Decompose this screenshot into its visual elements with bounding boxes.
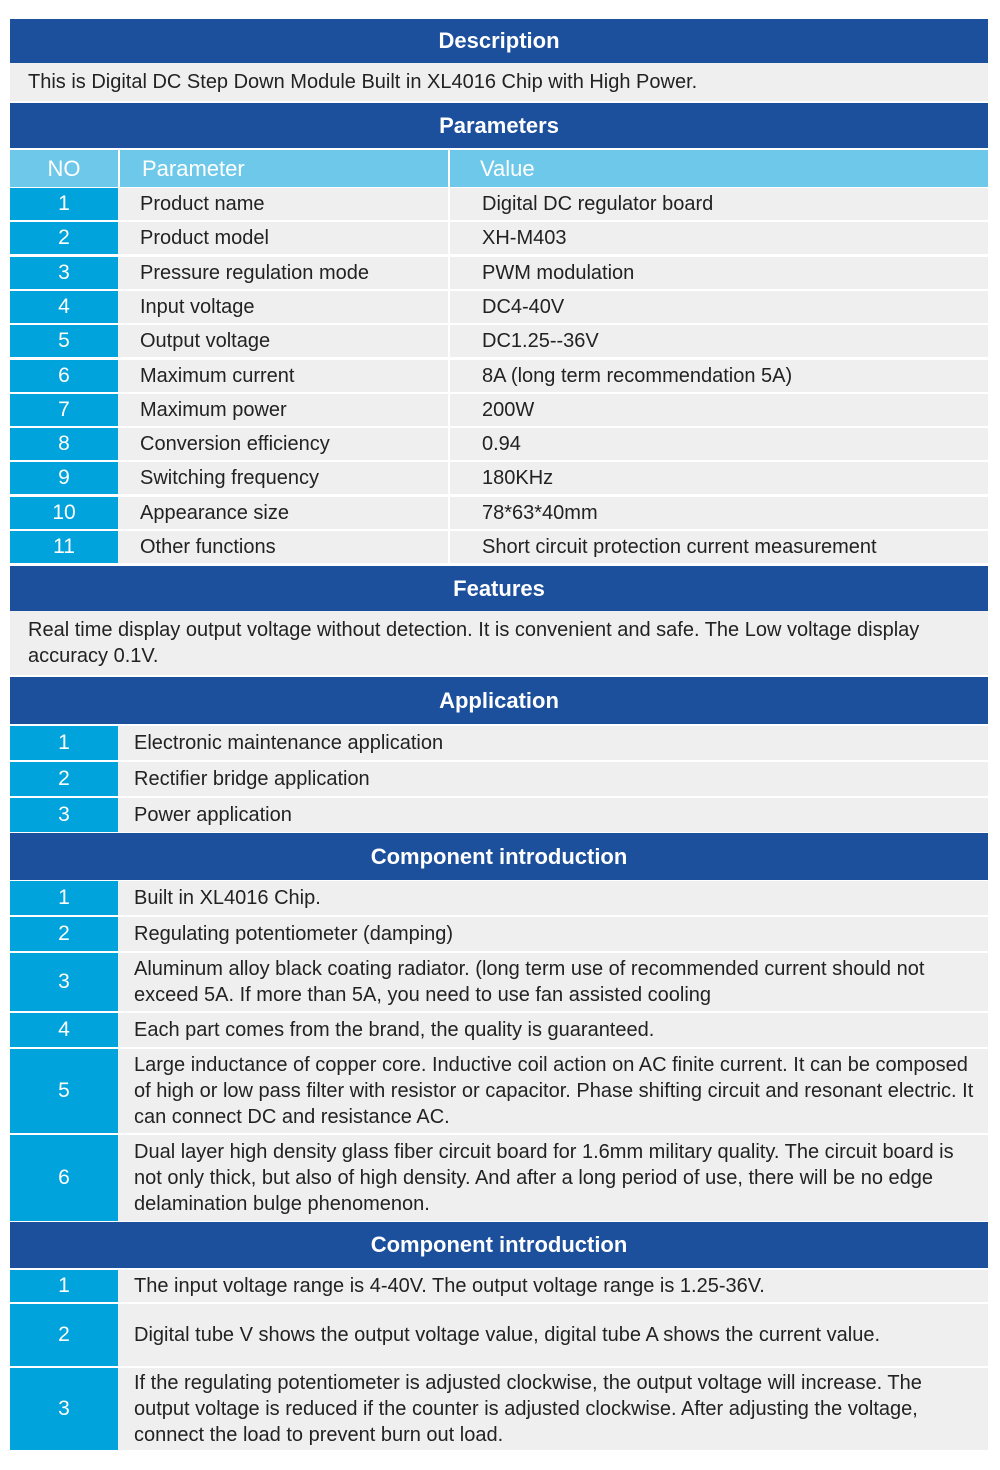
features-heading: Features <box>10 566 988 611</box>
component-item-text: Built in XL4016 Chip. <box>134 887 321 909</box>
row-number: 2 <box>10 917 118 951</box>
component-item <box>10 917 988 951</box>
component-usage-item <box>10 1270 988 1302</box>
row-number: 3 <box>10 798 118 832</box>
parameter-value: 200W <box>448 394 988 426</box>
parameter-name: Appearance size <box>140 502 289 524</box>
row-number: 6 <box>10 1135 118 1221</box>
component-item-text: Regulating potentiometer (damping) <box>134 923 454 945</box>
description-text: This is Digital DC Step Down Module Built in XL4016 Chip with High Power. <box>10 63 988 101</box>
parameter-value: DC1.25--36V <box>448 325 988 357</box>
parameter-name: Product name <box>140 193 265 215</box>
parameter-name: Conversion efficiency <box>140 433 330 455</box>
row-number: 3 <box>10 953 118 1011</box>
parameter-row <box>10 325 988 357</box>
parameter-row <box>10 497 988 529</box>
parameters-heading: Parameters <box>10 103 988 148</box>
parameter-name: Switching frequency <box>140 467 319 489</box>
parameter-row <box>10 360 988 392</box>
application-item-text: Electronic maintenance application <box>134 732 444 754</box>
parameter-row <box>10 291 988 323</box>
component-usage-item <box>10 1304 988 1366</box>
component-item-text: Large inductance of copper core. Inductive coil action on AC finite current. It can be composed of high or low pass filter with resistor or capacitor. Phase shifting circuit and resonant electric. It can connect DC and resistance AC. <box>134 1054 974 1128</box>
parameter-value: Digital DC regulator board <box>448 188 988 220</box>
application-item-text: Rectifier bridge application <box>134 768 370 790</box>
parameter-name: Product model <box>140 227 269 249</box>
parameter-row <box>10 188 988 220</box>
row-number: 11 <box>10 531 118 563</box>
parameter-name: Pressure regulation mode <box>140 262 370 284</box>
row-number: 7 <box>10 394 118 426</box>
row-number: 1 <box>10 1270 118 1302</box>
header-no: NO <box>47 155 81 181</box>
parameter-name: Output voltage <box>140 330 271 352</box>
row-number: 10 <box>10 497 118 529</box>
parameter-value: PWM modulation <box>448 257 988 289</box>
row-number: 5 <box>10 325 118 357</box>
component-item <box>10 881 988 915</box>
parameter-row <box>10 531 988 563</box>
component-usage-item-text: If the regulating potentiometer is adjusted clockwise, the output voltage will increase. The output voltage is reduced if the counter is adjusted clockwise. After adjusting the voltage, connect the load to prevent burn out load. <box>134 1372 922 1446</box>
parameter-name: Maximum current <box>140 365 295 387</box>
component-intro-heading-2: Component introduction <box>10 1222 988 1268</box>
parameter-value: 180KHz <box>448 462 988 494</box>
application-heading: Application <box>10 677 988 724</box>
parameters-table-header <box>10 150 988 187</box>
parameter-row <box>10 428 988 460</box>
row-number: 4 <box>10 291 118 323</box>
row-number: 1 <box>10 188 118 220</box>
parameter-row <box>10 462 988 494</box>
component-item <box>10 1013 988 1047</box>
row-number: 1 <box>10 726 118 760</box>
row-number: 4 <box>10 1013 118 1047</box>
row-number: 6 <box>10 360 118 392</box>
component-item <box>10 1135 988 1221</box>
parameter-value: 78*63*40mm <box>448 497 988 529</box>
component-item <box>10 953 988 1011</box>
application-item <box>10 726 988 760</box>
component-item-text: Dual layer high density glass fiber circuit board for 1.6mm military quality. The circuit board is not only thick, but also of high density. And after a long period of use, there will be no edge delamination bulge phenomenon. <box>134 1141 954 1215</box>
header-value: Value <box>448 150 988 187</box>
parameter-row <box>10 394 988 426</box>
component-intro-heading-1: Component introduction <box>10 833 988 880</box>
row-number: 3 <box>10 257 118 289</box>
row-number: 3 <box>10 1368 118 1450</box>
features-text: Real time display output voltage without detection. It is convenient and safe. The Low voltage display accuracy 0.1V. <box>10 611 988 675</box>
parameter-value: XH-M403 <box>448 222 988 254</box>
component-item <box>10 1049 988 1133</box>
component-usage-item <box>10 1368 988 1450</box>
parameter-value: 8A (long term recommendation 5A) <box>448 360 988 392</box>
parameter-value: 0.94 <box>448 428 988 460</box>
application-item <box>10 762 988 796</box>
component-item-text: Each part comes from the brand, the quality is guaranteed. <box>134 1019 655 1041</box>
application-item <box>10 798 988 832</box>
row-number: 2 <box>10 222 118 254</box>
row-number: 8 <box>10 428 118 460</box>
row-number: 9 <box>10 462 118 494</box>
parameter-name: Input voltage <box>140 296 255 318</box>
row-number: 5 <box>10 1049 118 1133</box>
description-heading: Description <box>10 19 988 63</box>
parameter-row <box>10 257 988 289</box>
component-usage-item-text: Digital tube V shows the output voltage value, digital tube A shows the current value. <box>134 1324 881 1346</box>
parameter-row <box>10 222 988 254</box>
parameter-value: DC4-40V <box>448 291 988 323</box>
row-number: 1 <box>10 881 118 915</box>
component-item-text: Aluminum alloy black coating radiator. (long term use of recommended current should not exceed 5A. If more than 5A, you need to use fan assisted cooling <box>134 958 925 1006</box>
parameter-name: Other functions <box>140 536 276 558</box>
component-usage-item-text: The input voltage range is 4-40V. The output voltage range is 1.25-36V. <box>134 1275 765 1297</box>
header-parameter: Parameter <box>118 150 448 187</box>
parameter-value: Short circuit protection current measurement <box>448 531 988 563</box>
parameter-name: Maximum power <box>140 399 287 421</box>
application-item-text: Power application <box>134 804 292 826</box>
row-number: 2 <box>10 762 118 796</box>
row-number: 2 <box>10 1304 118 1366</box>
